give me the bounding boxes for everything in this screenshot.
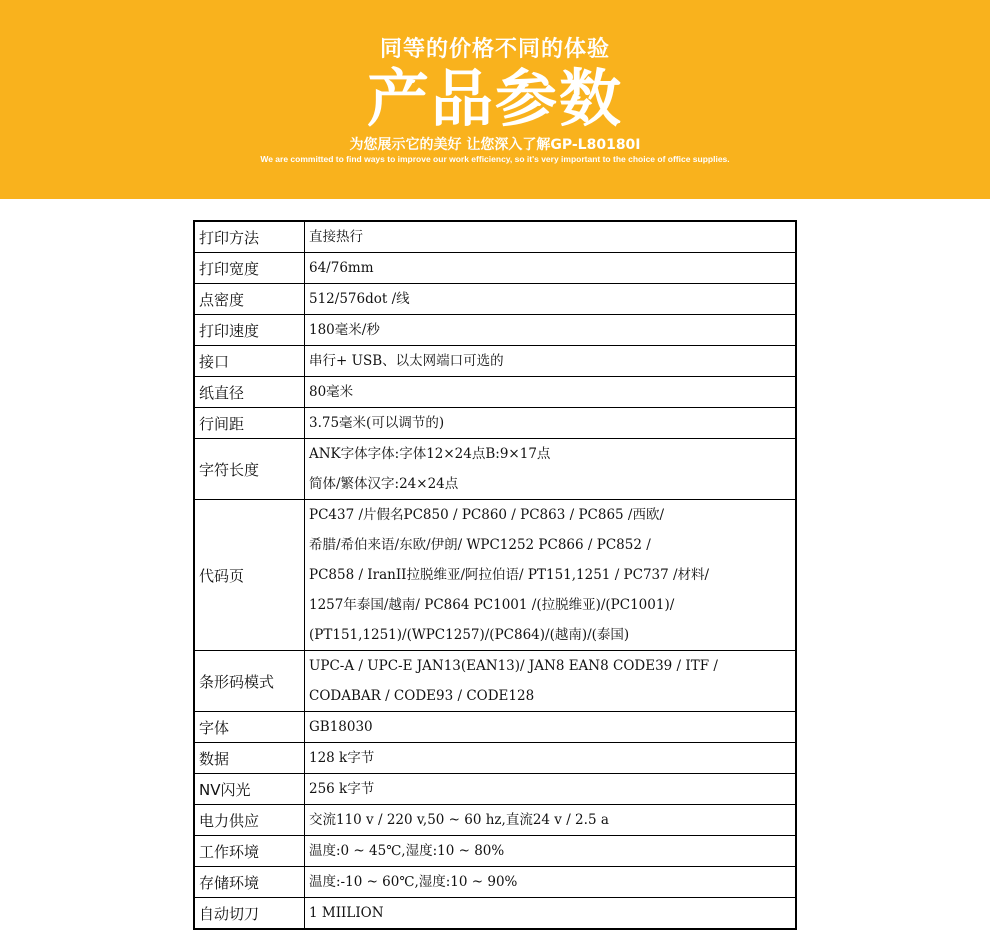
- spec-row: [194, 651, 796, 712]
- spec-row: [194, 408, 796, 439]
- spec-label: 字符长度: [194, 439, 305, 500]
- spec-value: [305, 500, 797, 651]
- spec-row: [194, 346, 796, 377]
- spec-value: [305, 284, 797, 315]
- spec-value-line: 256 k字节: [309, 781, 375, 797]
- spec-value-line: 64/76mm: [309, 260, 374, 276]
- spec-value-line: 串行+ USB、以太网端口可选的: [309, 353, 504, 369]
- spec-value: [305, 221, 797, 253]
- spec-value-line: 3.75毫米(可以调节的): [309, 415, 445, 431]
- banner-title: 产品参数: [366, 62, 623, 135]
- spec-value-line: 180毫米/秒: [309, 322, 380, 338]
- spec-value-line: ANK字体字体:字体12×24点B:9×17点: [309, 446, 551, 462]
- spec-label: 接口: [194, 346, 305, 377]
- spec-row: [194, 500, 796, 651]
- spec-value-line: PC437 /片假名PC850 / PC860 / PC863 / PC865 /西欧/: [309, 507, 665, 523]
- spec-value-line: 简体/繁体汉字:24×24点: [309, 476, 459, 492]
- spec-row: [194, 221, 796, 253]
- spec-row: [194, 439, 796, 500]
- spec-label: 代码页: [194, 500, 305, 651]
- spec-value-line: (PT151,1251)/(WPC1257)/(PC864)/(越南)/(泰国): [309, 627, 630, 643]
- spec-value: [305, 774, 797, 805]
- spec-row: [194, 836, 796, 867]
- spec-label: 纸直径: [194, 377, 305, 408]
- spec-value-line: 1257年泰国/越南/ PC864 PC1001 /(拉脱维亚)/(PC1001)/: [309, 597, 675, 613]
- spec-label: 打印方法: [194, 221, 305, 253]
- spec-table: [193, 220, 797, 930]
- spec-label: 打印速度: [194, 315, 305, 346]
- spec-label: 工作环境: [194, 836, 305, 867]
- spec-row: [194, 774, 796, 805]
- spec-value-line: 512/576dot /线: [309, 291, 410, 307]
- spec-value-line: 1 MIILION: [309, 905, 384, 921]
- spec-value-line: PC858 / IranII拉脱维亚/阿拉伯语/ PT151,1251 / PC737 /材料/: [309, 567, 710, 583]
- spec-value: [305, 743, 797, 774]
- spec-value: [305, 377, 797, 408]
- spec-label: 点密度: [194, 284, 305, 315]
- header-banner: [0, 0, 990, 199]
- spec-label: 存储环境: [194, 867, 305, 898]
- spec-value: [305, 346, 797, 377]
- spec-row: [194, 377, 796, 408]
- spec-value: [305, 712, 797, 743]
- spec-row: [194, 253, 796, 284]
- banner-subtitle: 同等的价格不同的体验: [379, 37, 610, 62]
- spec-value: [305, 651, 797, 712]
- spec-value: [305, 439, 797, 500]
- spec-label: 数据: [194, 743, 305, 774]
- spec-value: [305, 867, 797, 898]
- spec-value-line: CODABAR / CODE93 / CODE128: [309, 688, 535, 704]
- spec-label: 行间距: [194, 408, 305, 439]
- spec-row: [194, 284, 796, 315]
- spec-value-line: 交流110 v / 220 v,50 ~ 60 hz,直流24 v / 2.5 a: [309, 812, 609, 828]
- spec-label: 条形码模式: [194, 651, 305, 712]
- spec-label: NV闪光: [194, 774, 305, 805]
- spec-row: [194, 898, 796, 930]
- banner-tagline: 为您展示它的美好 让您深入了解GP-L80180I: [349, 137, 641, 153]
- spec-value-line: 直接热行: [309, 229, 363, 245]
- spec-value: [305, 898, 797, 930]
- spec-label: 字体: [194, 712, 305, 743]
- spec-value: [305, 253, 797, 284]
- spec-value-line: 80毫米: [309, 384, 354, 400]
- spec-value-line: GB18030: [309, 719, 373, 735]
- spec-value: [305, 408, 797, 439]
- banner-english-tagline: We are committed to find ways to improve our work efficiency, so it's very important to the choice of office supplies.: [260, 154, 730, 164]
- spec-value-line: 温度:-10 ~ 60℃,湿度:10 ~ 90%: [309, 874, 518, 890]
- spec-label: 自动切刀: [194, 898, 305, 930]
- spec-label: 电力供应: [194, 805, 305, 836]
- spec-value-line: 128 k字节: [309, 750, 375, 766]
- spec-value-line: 温度:0 ~ 45℃,湿度:10 ~ 80%: [309, 843, 505, 859]
- spec-value-line: UPC-A / UPC-E JAN13(EAN13)/ JAN8 EAN8 CODE39 / ITF /: [309, 658, 718, 674]
- spec-value-line: 希腊/希伯来语/东欧/伊朗/ WPC1252 PC866 / PC852 /: [309, 537, 651, 553]
- spec-value: [305, 805, 797, 836]
- spec-row: [194, 743, 796, 774]
- spec-row: [194, 712, 796, 743]
- spec-row: [194, 315, 796, 346]
- spec-value: [305, 836, 797, 867]
- spec-row: [194, 867, 796, 898]
- spec-table-body: [194, 221, 796, 929]
- spec-row: [194, 805, 796, 836]
- spec-label: 打印宽度: [194, 253, 305, 284]
- spec-value: [305, 315, 797, 346]
